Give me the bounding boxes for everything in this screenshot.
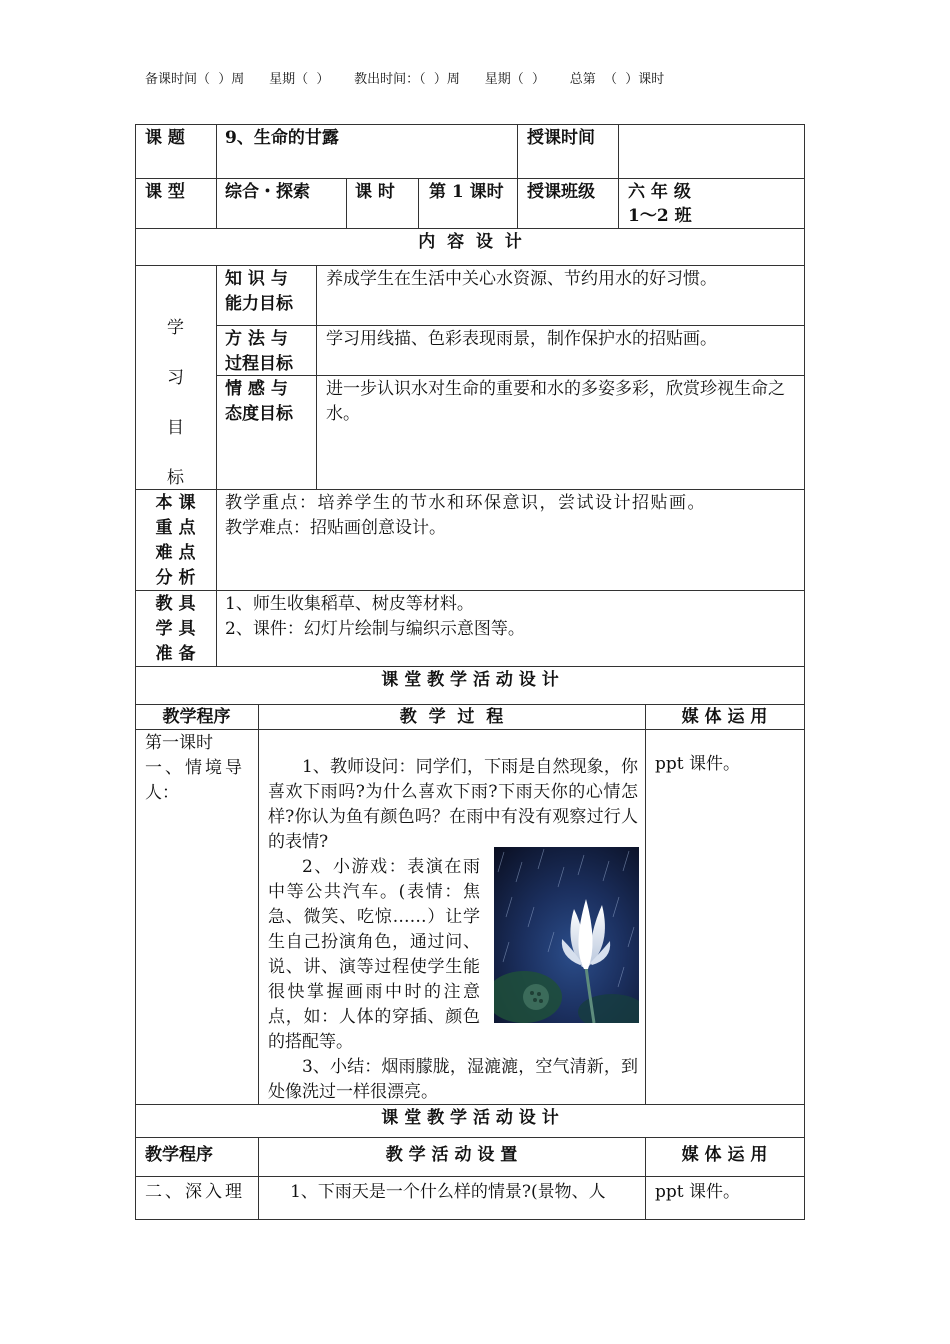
focus-label-line: 分 析 (155, 568, 196, 588)
focus-label-line: 本 课 (155, 493, 196, 513)
goal-label-line: 情 感 与 (225, 379, 288, 399)
activity2-col-procedure: 教学程序 (145, 1145, 213, 1165)
tools-label-line: 准 备 (155, 644, 196, 664)
focus-label (135, 491, 216, 591)
type-value: 综合・探索 (225, 182, 310, 202)
period-label: 课 时 (355, 182, 395, 202)
activity1-col-media: 媒 体 运 用 (681, 707, 768, 727)
tools-label (135, 592, 216, 667)
goal-label-line: 能力目标 (225, 294, 293, 314)
goal-label-line: 知 识 与 (225, 269, 288, 289)
focus-difficulty: 教学难点：招贴画创意设计。 (225, 518, 446, 538)
step-line: 人： (145, 783, 179, 803)
type-label: 课 型 (145, 182, 185, 202)
goal-emotion-text: 进一步认识水对生命的重要和水的多姿多彩，欣赏珍视生命之水。 (326, 379, 785, 424)
teach-time: 教出时间：（ ）周 (354, 72, 460, 87)
class-label: 授课班级 (527, 182, 595, 202)
teach-day: 星期（ ） (484, 72, 545, 87)
content-title: 内 容 设 计 (418, 232, 522, 252)
goal-label-line: 方 法 与 (225, 329, 288, 349)
tools-label-line: 学 具 (155, 619, 196, 639)
focus-label-line: 难 点 (155, 543, 196, 563)
prep-time: 备课时间（ ）周 (145, 72, 245, 87)
goal-label-line: 态度目标 (225, 404, 293, 424)
prep-day: 星期（ ） (269, 72, 330, 87)
step-line: 第一课时 (145, 733, 213, 753)
goal-emotion-label (225, 377, 293, 427)
class-value-grade: 六 年 级 (628, 182, 691, 202)
focus-key-point: 教学重点：培养学生的节水和环保意识，尝试设计招贴画。 (225, 493, 706, 513)
step-line: 一、情境导 (145, 758, 245, 778)
topic-label: 课 题 (145, 128, 185, 148)
activity1-para-summary: 3、小结：烟雨朦胧，湿漉漉，空气清新，到处像洗过一样很漂亮。 (268, 1057, 638, 1102)
activity2-col-media: 媒 体 运 用 (681, 1145, 768, 1165)
activity1-media: ppt 课件。 (655, 754, 740, 774)
activity2-col-setup: 教 学 活 动 设 置 (385, 1145, 518, 1165)
goals-char: 标 (167, 468, 184, 488)
activity1-para-game: 2、小游戏：表演在雨中等公共汽车。(表情：焦急、微笑、吃惊……）让学生自己扮演角色，通过问、说、讲、演等过程使学生能很快掌握画雨中时的注意点，如：人体的穿插、颜色的搭配等。 (268, 857, 480, 1052)
tools-courseware: 2、课件：幻灯片绘制与编织示意图等。 (225, 619, 525, 639)
tools-materials: 1、师生收集稻草、树皮等材料。 (225, 594, 474, 614)
time-label: 授课时间 (527, 128, 595, 148)
activity2-media: ppt 课件。 (655, 1182, 740, 1202)
goal-knowledge-text: 养成学生在生活中关心水资源、节约用水的好习惯。 (326, 269, 717, 289)
goal-knowledge-label (225, 267, 293, 317)
lotus-rain-image (494, 847, 639, 1023)
activity2-para: 1、下雨天是一个什么样的情景?(景物、人 (290, 1182, 606, 1202)
focus-label-line: 重 点 (155, 518, 196, 538)
class-value-range: 1～2 班 (628, 206, 692, 226)
total-periods: 总第 （ ）课时 (569, 72, 665, 87)
goals-char: 目 (167, 418, 184, 438)
activity1-step (145, 731, 253, 806)
activity1-para-question: 1、教师设问：同学们，下雨是自然现象，你喜欢下雨吗?为什么喜欢下雨?下雨天你的心情怎样?你认为鱼有颜色吗？在雨中有没有观察过行人的表情? (268, 757, 638, 852)
goal-method-label (225, 327, 293, 377)
tools-label-line: 教 具 (155, 594, 196, 614)
period-value: 第 1 课时 (429, 182, 504, 202)
topic-value: 9、生命的甘露 (225, 128, 339, 148)
activity2-title: 课 堂 教 学 活 动 设 计 (381, 1108, 559, 1128)
activity1-col-process: 教 学 过 程 (399, 707, 504, 727)
header-line (145, 68, 664, 87)
goal-label-line: 过程目标 (225, 354, 293, 374)
goals-char: 学 (167, 318, 184, 338)
activity1-title: 课 堂 教 学 活 动 设 计 (381, 670, 559, 690)
goal-method-text: 学习用线描、色彩表现雨景，制作保护水的招贴画。 (326, 329, 717, 349)
activity2-step: 二、深入理 (145, 1182, 245, 1202)
activity1-col-procedure: 教学程序 (162, 707, 231, 727)
goals-char: 习 (167, 368, 184, 388)
